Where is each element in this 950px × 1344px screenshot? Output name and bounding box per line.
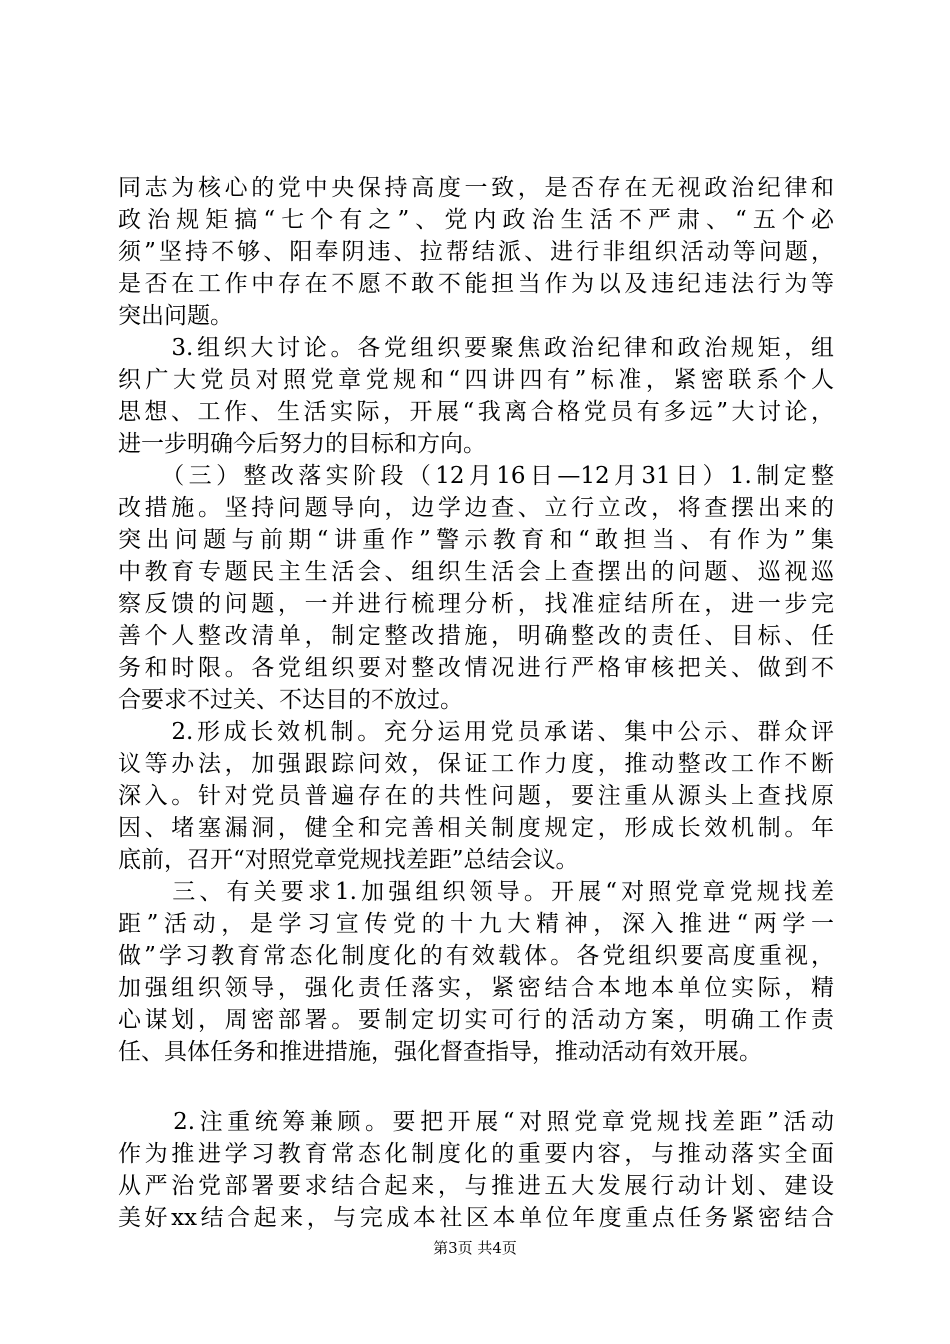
paragraph-political-check (118, 172, 834, 332)
text-line: 同志为核心的党中央保持高度一致，是否存在无视政治纪律和 (118, 175, 834, 201)
text-line: 2.形成长效机制。充分运用党员承诺、集中公示、群众评 (118, 719, 834, 745)
text-line: 作为推进学习教育常态化制度化的重要内容，与推动落实全面 (118, 1141, 834, 1167)
text-line: 务和时限。各党组织要对整改情况进行严格审核把关、做到不 (118, 655, 834, 681)
text-line: 改措施。坚持问题导向，边学边查、立行立改，将查摆出来的 (118, 495, 834, 521)
paragraph-rectification-stage (118, 460, 834, 716)
text-line: 须”坚持不够、阳奉阴违、拉帮结派、进行非组织活动等问题， (118, 239, 834, 265)
text-line: 加强组织领导，强化责任落实，紧密结合本地本单位实际，精 (118, 975, 834, 1001)
text-line: 政治规矩搞“七个有之”、党内政治生活不严肃、“五个必 (118, 207, 834, 233)
text-line: 2.注重统筹兼顾。要把开展“对照党章党规找差距”活动 (118, 1109, 834, 1135)
page-number-footer: 第3页 共4页 (433, 1239, 517, 1257)
text-line: 从严治党部署要求结合起来，与推进五大发展行动计划、建设 (118, 1173, 834, 1199)
text-line: 善个人整改清单，制定整改措施，明确整改的责任、目标、任 (118, 623, 834, 649)
text-line: 突出问题与前期“讲重作”警示教育和“敢担当、有作为”集 (118, 527, 834, 553)
paragraph-long-term-mechanism (118, 716, 834, 876)
text-line: 是否在工作中存在不愿不敢不能担当作为以及违纪违法行为等 (118, 271, 834, 297)
text-line: 底前，召开“对照党章党规找差距”总结会议。 (118, 847, 579, 873)
text-line: 思想、工作、生活实际，开展“我离合格党员有多远”大讨论， (118, 399, 834, 425)
document-body (118, 172, 834, 1234)
text-line: 做”学习教育常态化制度化的有效载体。各党组织要高度重视， (118, 943, 834, 969)
text-line: 突出问题。 (118, 303, 233, 329)
text-line: 合要求不过关、不达目的不放过。 (118, 687, 463, 713)
text-line: 心谋划，周密部署。要制定切实可行的活动方案，明确工作责 (118, 1007, 834, 1033)
text-line: 中教育专题民主生活会、组织生活会上查摆出的问题、巡视巡 (118, 559, 834, 585)
text-line: 议等办法，加强跟踪问效，保证工作力度，推动整改工作不断 (118, 751, 834, 777)
text-line: 深入。针对党员普遍存在的共性问题，要注重从源头上查找原 (118, 783, 834, 809)
paragraph-coordination (118, 1106, 834, 1234)
text-line: 织广大党员对照党章党规和“四讲四有”标准，紧密联系个人 (118, 367, 834, 393)
text-line: 任、具体任务和推进措施，强化督查指导，推动活动有效开展。 (118, 1039, 762, 1065)
paragraph-requirements (118, 876, 834, 1068)
text-line: 三、有关要求1.加强组织领导。开展“对照党章党规找差 (118, 879, 834, 905)
text-line: 3.组织大讨论。各党组织要聚焦政治纪律和政治规矩，组 (118, 335, 834, 361)
paragraph-spacer (118, 1068, 834, 1106)
text-line: 察反馈的问题，一并进行梳理分析，找准症结所在，进一步完 (118, 591, 834, 617)
paragraph-discussion (118, 332, 834, 460)
text-line: （三）整改落实阶段（12月16日—12月31日）1.制定整 (118, 463, 834, 489)
text-line: 因、堵塞漏洞，健全和完善相关制度规定，形成长效机制。年 (118, 815, 834, 841)
text-line: 美好xx结合起来，与完成本社区本单位年度重点任务紧密结合 (118, 1205, 834, 1231)
text-line: 进一步明确今后努力的目标和方向。 (118, 431, 486, 457)
text-line: 距”活动，是学习宣传党的十九大精神，深入推进“两学一 (118, 911, 834, 937)
